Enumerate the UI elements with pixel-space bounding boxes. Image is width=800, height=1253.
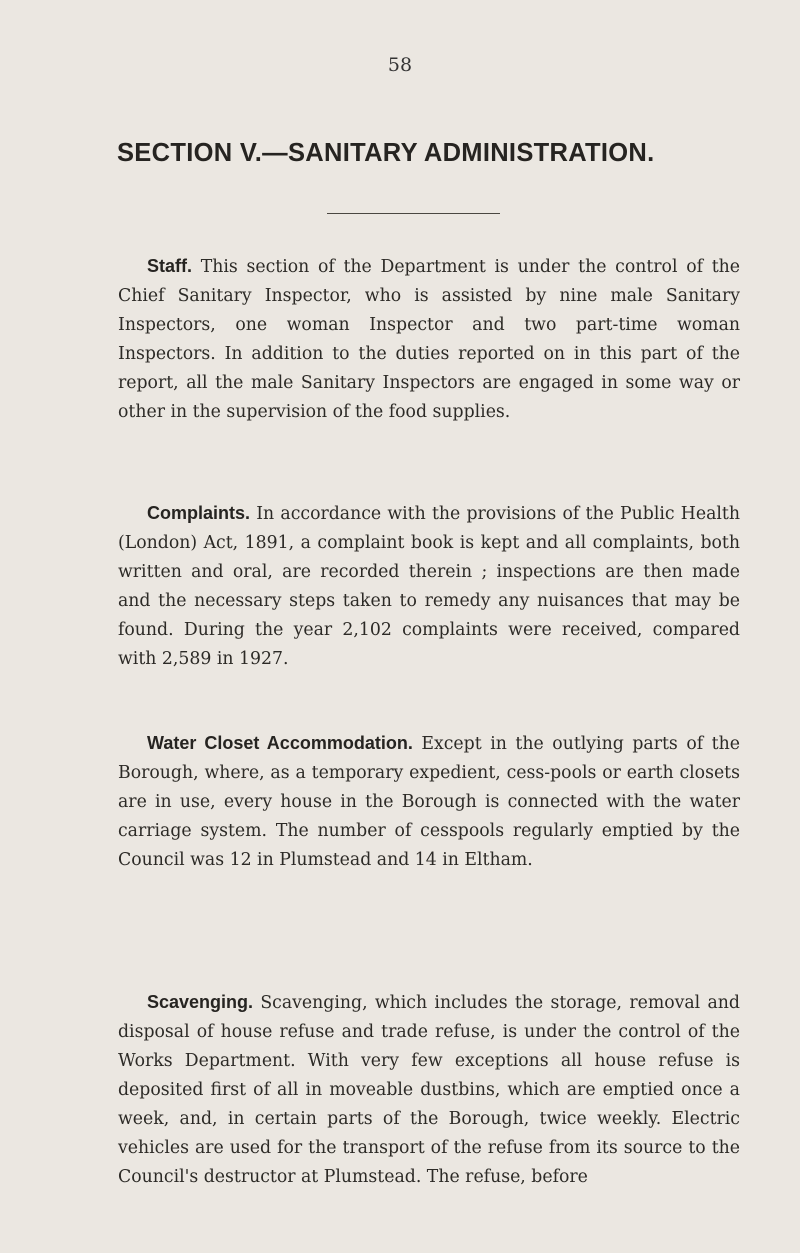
paragraph-staff: [118, 252, 740, 427]
paragraph-heading-staff: Staff.: [147, 256, 192, 276]
paragraph-heading-water-closet: Water Closet Accommodation.: [147, 733, 413, 753]
paragraph-complaints: [118, 499, 740, 674]
title-divider: [327, 213, 500, 214]
section-title: SECTION V.—SANITARY ADMINISTRATION.: [117, 139, 655, 167]
paragraph-heading-complaints: Complaints.: [147, 503, 251, 523]
paragraph-heading-scavenging: Scavenging.: [147, 992, 254, 1012]
paragraph-text-scavenging: Scavenging, which includes the storage, removal and disposal of house refuse and trade refuse, is under the control of the Works Department. With very few exceptions all house refuse is deposited first of all in moveable dustbins, which are emptied once a week, and, in certain parts of the Borough, twice weekly. Electric vehicles are used for the transport of the refuse from its source to the Council's destructor at Plumstead. The refuse, before: [118, 993, 740, 1187]
page-number: 58: [387, 54, 413, 76]
paragraph-text-water-closet: Except in the outlying parts of the Borough, where, as a temporary expedient, cess-pools or earth closets are in use, every house in the Borough is connected with the water carriage system. The number of cesspools regularly emptied by the Council was 12 in Plumstead and 14 in Eltham.: [118, 734, 740, 870]
paragraph-scavenging: [118, 988, 740, 1192]
paragraph-water-closet: [118, 729, 740, 875]
paragraph-text-complaints: In accordance with the provisions of the Public Health (London) Act, 1891, a complaint book is kept and all complaints, both written and oral, are recorded therein ; inspections are then made and the necessary steps taken to remedy any nuisances that may be found. During the year 2,102 complaints were received, compared with 2,589 in 1927.: [118, 504, 740, 669]
paragraph-text-staff: This section of the Department is under the control of the Chief Sanitary Inspector, who is assisted by nine male Sanitary Inspectors, one woman Inspector and two part-time woman Inspectors. In addition to the duties reported on in this part of the report, all the male Sanitary Inspectors are engaged in some way or other in the supervision of the food supplies.: [118, 257, 740, 422]
